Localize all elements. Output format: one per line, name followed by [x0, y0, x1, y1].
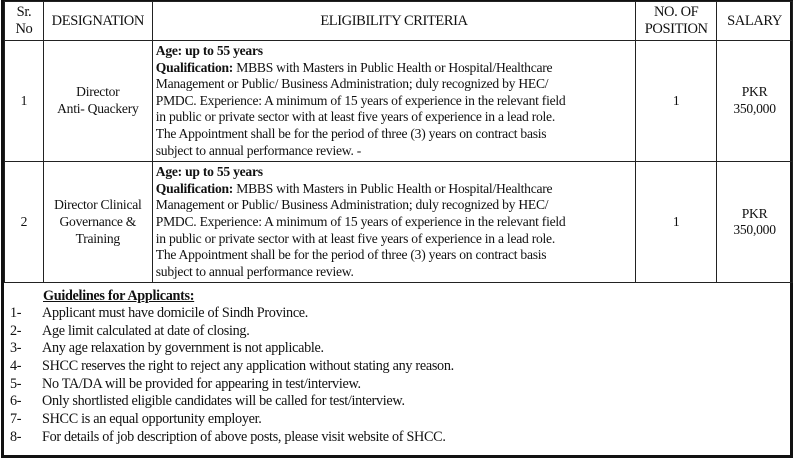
- age-limit: Age: up to 55 years: [155, 43, 263, 58]
- guideline-number: 3-: [10, 340, 22, 357]
- salary: [717, 41, 793, 162]
- salary-amount: 350,000: [733, 101, 776, 117]
- table-header: [5, 2, 793, 41]
- criteria-text: MBBS with Masters in Public Health or Hospital/Healthcare: [233, 180, 553, 196]
- guideline-number: 7-: [10, 411, 22, 428]
- guideline-text: No TA/DA will be provided for appearing in test/interview.: [42, 375, 361, 392]
- criteria-line: [156, 60, 632, 77]
- guidelines-title: Guidelines for Applicants:: [43, 288, 195, 304]
- guideline-item: [10, 376, 454, 394]
- guideline-text: SHCC reserves the right to reject any application without stating any reason.: [42, 358, 454, 375]
- age-limit: Age: up to 55 years: [155, 164, 263, 180]
- salary-amount: 350,000: [733, 222, 776, 238]
- salary-currency: PKR: [741, 84, 768, 100]
- eligibility-criteria: [152, 41, 635, 162]
- positions-table: [4, 1, 793, 283]
- guideline-text: Only shortlisted eligible candidates will be called for test/interview.: [42, 393, 405, 410]
- criteria-text: MBBS with Masters in Public Health or Hospital/Healthcare: [233, 59, 553, 75]
- guideline-text: Any age relaxation by government is not applicable.: [42, 340, 324, 357]
- positions: 1: [636, 162, 717, 283]
- criteria-line: Management or Public/ Business Administration; duly recognized by HEC/: [155, 76, 549, 92]
- header-positions: NO. OF POSITION: [636, 2, 717, 41]
- guideline-text: Applicant must have domicile of Sindh Province.: [42, 305, 309, 321]
- designation-line: Governance &: [59, 213, 137, 229]
- guideline-item: [10, 429, 454, 447]
- qualification-label: Qualification:: [155, 180, 234, 196]
- criteria-line: PMDC. Experience: A minimum of 15 years of experience in the relevant field: [155, 213, 566, 229]
- table-row: [5, 162, 793, 283]
- criteria-line: subject to annual performance review.: [155, 263, 354, 279]
- guideline-item: [10, 340, 454, 358]
- guidelines-list: [10, 305, 454, 447]
- salary: [717, 162, 793, 283]
- designation-line: Director: [76, 84, 120, 100]
- criteria-line: in public or private sector with at least five years of experience in a lead role.: [155, 230, 555, 246]
- guideline-number: 2-: [10, 322, 22, 339]
- criteria-line: The Appointment shall be for the period of three (3) years on contract basis: [155, 247, 547, 263]
- guideline-text: Age limit calculated at date of closing.: [42, 322, 250, 339]
- criteria-line: subject to annual performance review. -: [155, 142, 362, 158]
- criteria-line: The Appointment shall be for the period of three (3) years on contract basis: [155, 125, 547, 141]
- guideline-number: 6-: [10, 393, 22, 410]
- guideline-number: 5-: [10, 375, 22, 392]
- guideline-item: [10, 305, 454, 323]
- guideline-number: 8-: [10, 428, 22, 445]
- designation-line: Training: [75, 230, 120, 246]
- guideline-number: 4-: [10, 358, 22, 375]
- designation: [43, 41, 152, 162]
- criteria-line: PMDC. Experience: A minimum of 15 years of experience in the relevant field: [155, 92, 566, 108]
- header-salary: SALARY: [717, 2, 793, 41]
- header-designation: DESIGNATION: [43, 2, 152, 41]
- header-criteria: ELIGIBILITY CRITERIA: [152, 2, 635, 41]
- guideline-text: SHCC is an equal opportunity employer.: [42, 411, 262, 428]
- qualification-label: Qualification:: [155, 59, 234, 75]
- guideline-number: 1-: [10, 305, 22, 321]
- designation-line: Director Clinical: [54, 197, 142, 213]
- sr-no: 1: [5, 41, 44, 162]
- header-sr-no: Sr. No: [5, 2, 44, 41]
- criteria-line: [156, 181, 632, 198]
- guideline-item: [10, 358, 454, 376]
- eligibility-criteria: [152, 162, 635, 283]
- criteria-line: in public or private sector with at least five years of experience in a lead role.: [155, 109, 555, 125]
- guidelines-section: [10, 287, 454, 447]
- designation: [43, 162, 152, 283]
- guideline-item: [10, 393, 454, 411]
- guideline-text: For details of job description of above posts, please visit website of SHCC.: [42, 428, 446, 445]
- designation-line: Anti- Quackery: [57, 101, 139, 117]
- salary-currency: PKR: [741, 205, 768, 221]
- guideline-item: [10, 323, 454, 341]
- criteria-line: Management or Public/ Business Administration; duly recognized by HEC/: [155, 197, 549, 213]
- table-row: [5, 41, 793, 162]
- positions: 1: [636, 41, 717, 162]
- sr-no: 2: [5, 162, 44, 283]
- guideline-item: [10, 411, 454, 429]
